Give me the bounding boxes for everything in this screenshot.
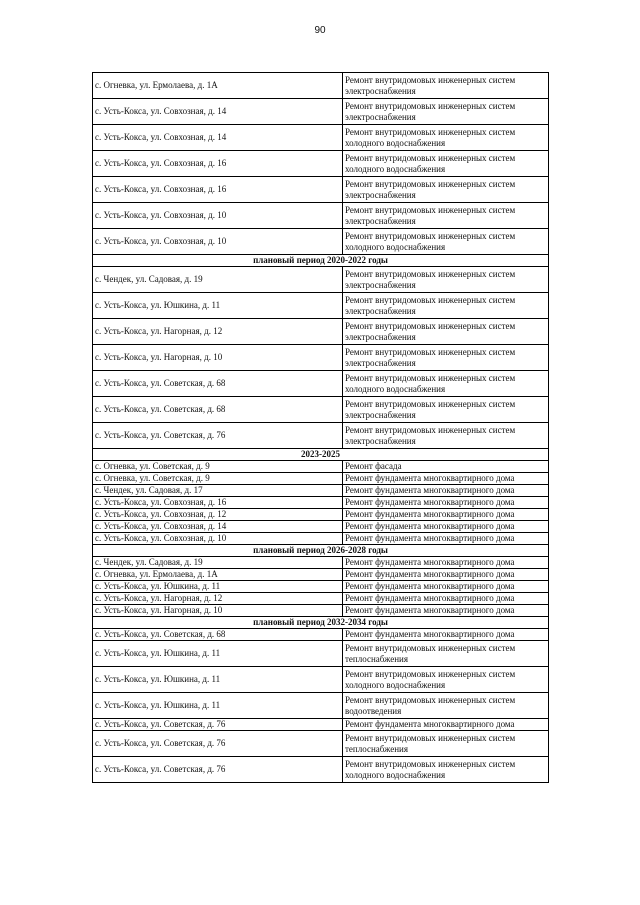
table-row [93,73,549,99]
address-cell: с. Усть-Кокса, ул. Советская, д. 68 [93,397,343,423]
work-type-cell [343,593,549,605]
work-type-line: Ремонт внутридомовых инженерных систем [345,372,516,383]
work-type-line: электроснабжения [345,279,416,290]
address-cell: с. Усть-Кокса, ул. Нагорная, д. 12 [93,593,343,605]
work-type-cell [343,629,549,641]
address-cell: с. Огневка, ул. Ермолаева, д. 1А [93,73,343,99]
table-row [93,423,549,449]
table-row [93,521,549,533]
table-row [93,151,549,177]
work-type-line: Ремонт фундамента многоквартирного дома [345,533,515,543]
table-row [93,229,549,255]
work-type-cell [343,757,549,783]
work-type-line: Ремонт внутридомовых инженерных систем [345,694,516,705]
work-type-cell [343,151,549,177]
work-type-line: Ремонт внутридомовых инженерных систем [345,178,516,189]
work-type-line: Ремонт внутридомовых инженерных систем [345,152,516,163]
address-cell: с. Усть-Кокса, ул. Совхозная, д. 10 [93,203,343,229]
work-type-line: Ремонт фундамента многоквартирного дома [345,569,515,579]
address-cell: с. Усть-Кокса, ул. Совхозная, д. 10 [93,229,343,255]
work-type-cell [343,461,549,473]
work-type-line: Ремонт внутридомовых инженерных систем [345,668,516,679]
address-cell: с. Чендек, ул. Садовая, д. 19 [93,267,343,293]
table-row [93,605,549,617]
address-cell: с. Усть-Кокса, ул. Совхозная, д. 14 [93,521,343,533]
table-row [93,473,549,485]
section-header-row [93,617,549,629]
table-body [93,73,549,783]
work-type-line: Ремонт фундамента многоквартирного дома [345,557,515,567]
table-row [93,267,549,293]
work-type-line: Ремонт внутридомовых инженерных систем [345,126,516,137]
address-cell: с. Усть-Кокса, ул. Нагорная, д. 10 [93,345,343,371]
work-type-line: Ремонт внутридомовых инженерных систем [345,100,516,111]
work-type-line: холодного водоснабжения [345,241,446,252]
work-type-cell [343,497,549,509]
work-type-line: Ремонт фундамента многоквартирного дома [345,485,515,495]
work-type-cell [343,641,549,667]
address-cell: с. Усть-Кокса, ул. Юшкина, д. 11 [93,641,343,667]
table-row [93,557,549,569]
work-type-cell [343,73,549,99]
work-type-cell [343,719,549,731]
address-cell: с. Усть-Кокса, ул. Совхозная, д. 12 [93,509,343,521]
table-row [93,667,549,693]
work-type-line: Ремонт внутридомовых инженерных систем [345,758,516,769]
work-type-cell [343,371,549,397]
work-type-line: электроснабжения [345,305,416,316]
work-type-cell [343,319,549,345]
table-row [93,693,549,719]
work-type-line: холодного водоснабжения [345,383,446,394]
work-type-cell [343,293,549,319]
table-row [93,641,549,667]
work-type-cell [343,557,549,569]
work-type-line: холодного водоснабжения [345,679,446,690]
table-row [93,629,549,641]
work-type-cell [343,473,549,485]
table-row [93,485,549,497]
address-cell: с. Огневка, ул. Советская, д. 9 [93,461,343,473]
section-title: плановый период 2020-2022 годы [93,255,549,267]
work-type-line: водоотведения [345,705,402,716]
work-type-line: теплоснабжения [345,653,408,664]
page-number: 90 [314,25,326,36]
address-cell: с. Усть-Кокса, ул. Советская, д. 76 [93,757,343,783]
work-type-line: электроснабжения [345,409,416,420]
section-header-row [93,449,549,461]
table-row [93,497,549,509]
address-cell: с. Огневка, ул. Советская, д. 9 [93,473,343,485]
work-type-cell [343,605,549,617]
table-row [93,593,549,605]
work-type-cell [343,509,549,521]
work-type-line: Ремонт фундамента многоквартирного дома [345,497,515,507]
table-row [93,293,549,319]
table-row [93,371,549,397]
address-cell: с. Усть-Кокса, ул. Совхозная, д. 16 [93,177,343,203]
work-type-line: Ремонт фундамента многоквартирного дома [345,581,515,591]
work-type-cell [343,423,549,449]
table-row [93,509,549,521]
work-type-line: Ремонт фундамента многоквартирного дома [345,593,515,603]
work-type-line: Ремонт фундамента многоквартирного дома [345,509,515,519]
work-type-line: электроснабжения [345,111,416,122]
table-row [93,345,549,371]
work-type-cell [343,693,549,719]
work-type-cell [343,125,549,151]
table-row [93,757,549,783]
work-type-cell [343,229,549,255]
work-type-line: холодного водоснабжения [345,163,446,174]
work-type-line: электроснабжения [345,189,416,200]
table-row [93,731,549,757]
table-row [93,719,549,731]
work-type-line: Ремонт фундамента многоквартирного дома [345,719,515,729]
works-table [92,72,549,783]
address-cell: с. Усть-Кокса, ул. Советская, д. 68 [93,629,343,641]
section-title: плановый период 2026-2028 годы [93,545,549,557]
work-type-line: Ремонт внутридомовых инженерных систем [345,230,516,241]
work-type-cell [343,521,549,533]
work-type-line: Ремонт фундамента многоквартирного дома [345,605,515,615]
work-type-line: Ремонт внутридомовых инженерных систем [345,398,516,409]
work-type-cell [343,485,549,497]
address-cell: с. Усть-Кокса, ул. Советская, д. 76 [93,719,343,731]
work-type-line: Ремонт внутридомовых инженерных систем [345,294,516,305]
work-type-cell [343,533,549,545]
section-title: 2023-2025 [93,449,549,461]
address-cell: с. Усть-Кокса, ул. Совхозная, д. 10 [93,533,343,545]
address-cell: с. Усть-Кокса, ул. Юшкина, д. 11 [93,293,343,319]
table-row [93,177,549,203]
work-type-line: Ремонт внутридомовых инженерных систем [345,204,516,215]
work-type-line: электроснабжения [345,85,416,96]
table-row [93,319,549,345]
work-type-cell [343,267,549,293]
work-type-line: Ремонт внутридомовых инженерных систем [345,320,516,331]
section-header-row [93,545,549,557]
work-type-line: электроснабжения [345,215,416,226]
work-type-cell [343,203,549,229]
address-cell: с. Усть-Кокса, ул. Юшкина, д. 11 [93,581,343,593]
work-type-line: теплоснабжения [345,743,408,754]
address-cell: с. Усть-Кокса, ул. Юшкина, д. 11 [93,667,343,693]
table-row [93,99,549,125]
work-type-cell [343,397,549,423]
work-type-cell [343,569,549,581]
address-cell: с. Усть-Кокса, ул. Совхозная, д. 16 [93,151,343,177]
address-cell: с. Усть-Кокса, ул. Нагорная, д. 12 [93,319,343,345]
work-type-cell [343,177,549,203]
address-cell: с. Чендек, ул. Садовая, д. 19 [93,557,343,569]
table-row [93,581,549,593]
address-cell: с. Усть-Кокса, ул. Советская, д. 68 [93,371,343,397]
table-row [93,125,549,151]
work-type-line: Ремонт фундамента многоквартирного дома [345,473,515,483]
work-type-line: Ремонт внутридомовых инженерных систем [345,346,516,357]
work-type-line: Ремонт фундамента многоквартирного дома [345,629,515,639]
address-cell: с. Усть-Кокса, ул. Нагорная, д. 10 [93,605,343,617]
work-type-line: Ремонт внутридомовых инженерных систем [345,732,516,743]
table-row [93,461,549,473]
work-type-line: Ремонт фасада [345,461,402,471]
address-cell: с. Усть-Кокса, ул. Юшкина, д. 11 [93,693,343,719]
table-row [93,397,549,423]
work-type-line: холодного водоснабжения [345,769,446,780]
address-cell: с. Чендек, ул. Садовая, д. 17 [93,485,343,497]
work-type-cell [343,345,549,371]
address-cell: с. Усть-Кокса, ул. Советская, д. 76 [93,423,343,449]
section-title: плановый период 2032-2034 годы [93,617,549,629]
work-type-line: электроснабжения [345,331,416,342]
work-type-cell [343,667,549,693]
table-row [93,569,549,581]
address-cell: с. Усть-Кокса, ул. Советская, д. 76 [93,731,343,757]
work-type-line: Ремонт внутридомовых инженерных систем [345,424,516,435]
section-header-row [93,255,549,267]
table-row [93,533,549,545]
work-type-line: электроснабжения [345,357,416,368]
table-row [93,203,549,229]
address-cell: с. Усть-Кокса, ул. Совхозная, д. 14 [93,125,343,151]
address-cell: с. Усть-Кокса, ул. Совхозная, д. 16 [93,497,343,509]
work-type-line: Ремонт фундамента многоквартирного дома [345,521,515,531]
address-cell: с. Усть-Кокса, ул. Совхозная, д. 14 [93,99,343,125]
work-type-line: Ремонт внутридомовых инженерных систем [345,74,516,85]
work-type-line: холодного водоснабжения [345,137,446,148]
work-type-cell [343,99,549,125]
work-type-cell [343,731,549,757]
work-type-cell [343,581,549,593]
work-type-line: электроснабжения [345,435,416,446]
work-type-line: Ремонт внутридомовых инженерных систем [345,268,516,279]
work-type-line: Ремонт внутридомовых инженерных систем [345,642,516,653]
address-cell: с. Огневка, ул. Ермолаева, д. 1А [93,569,343,581]
